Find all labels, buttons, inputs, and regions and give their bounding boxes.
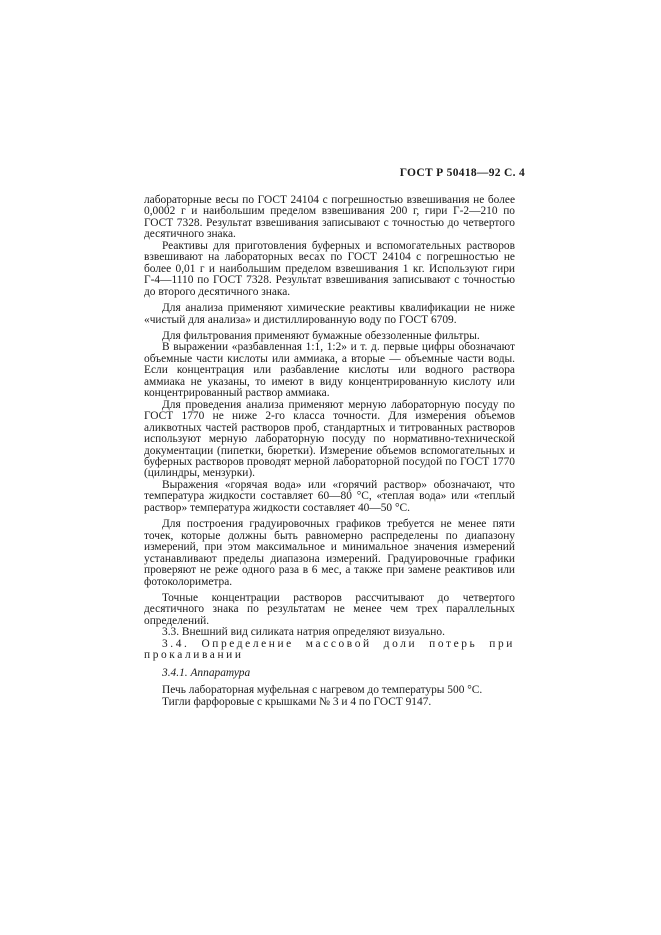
paragraph-hot-water: Выражения «горячая вода» или «горячий раствор» обозначают, что температура жидкости составляет 60—80 °С, «теплая вода» или «теплый раствор» температура жидкости составляет 40—50 °С. xyxy=(144,478,515,514)
paragraph-reagents-weighing: Реактивы для приготовления буферных и вспомогательных растворов взвешивают на лабораторных весах по ГОСТ 24104 с погрешностью не более 0,01 г и наибольшим пределом взвешивания 1 кг. Используют гири Г-4—1110 по ГОСТ 7328. Результат взвешивания записывают с точностью до второго десятичного знака. xyxy=(144,239,515,298)
section-3-3: 3.3. Внешний вид силиката натрия определяют визуально. xyxy=(162,626,445,639)
paragraph-glassware: Для проведения анализа применяют мерную лабораторную посуду по ГОСТ 1770 не ниже 2-го класса точности. Для измерения объемов аликвотных частей растворов проб, стандартных и титрованных растворов используют мерную лабораторную посуду по нормативно-технической документации (пипетки, бюретки). Измерение объемов вспомогательных и буферных растворов проводят мерной лабораторной посудой по ГОСТ 1770 (цилиндры, мензурки). xyxy=(144,398,515,480)
paragraph-dilution: В выражении «разбавленная 1:1, 1:2» и т. д. первые цифры обозначают объемные части кислоты или аммиака, а вторые — объемные части воды. Если концентрация или разбавление кислоты или водного раствора аммиака не указаны, то имеют в виду концентрированную кислоту или концентрированный раствор аммиака. xyxy=(144,341,515,400)
section-3-4-1-heading: 3.4.1. Аппаратура xyxy=(162,666,251,679)
section-3-4-heading: 3.4. Определение массовой доли потерь при прокаливании xyxy=(144,637,515,662)
paragraph-filters: Для фильтрования применяют бумажные обеззоленные фильтры. xyxy=(162,329,480,342)
paragraph-scales: лабораторные весы по ГОСТ 24104 с погрешностью взвешивания не более 0,0002 г и наибольшим пределом взвешивания 200 г, гири Г-2—210 по ГОСТ 7328. Результат взвешивания записывают с точностью до четвертого десятичного знака. xyxy=(144,194,515,241)
page-header: ГОСТ Р 50418—92 С. 4 xyxy=(399,167,525,179)
paragraph-calibration-graphs: Для построения градуировочных графиков требуется не менее пяти точек, которые должны быть равномерно распределены по диапазону измерений, при этом максимальное и минимальное значения измерений устанавливают пределы диапазона измерений. Градуировочные графики проверяют не реже одного раза в 6 мес, а также при замене реактивов или фотоколориметра. xyxy=(144,518,515,588)
document-body xyxy=(144,195,515,708)
paragraph-concentrations: Точные концентрации растворов рассчитывают до четвертого десятичного знака по результатам не менее чем трех параллельных определений. xyxy=(144,591,515,627)
paragraph-furnace: Печь лабораторная муфельная с нагревом до температуры 500 °С. xyxy=(162,684,483,697)
paragraph-crucibles: Тигли фарфоровые с крышками № 3 и 4 по ГОСТ 9147. xyxy=(162,695,432,708)
paragraph-reagents-quality: Для анализа применяют химические реактивы квалификации не ниже «чистый для анализа» и дистиллированную воду по ГОСТ 6709. xyxy=(144,302,515,326)
